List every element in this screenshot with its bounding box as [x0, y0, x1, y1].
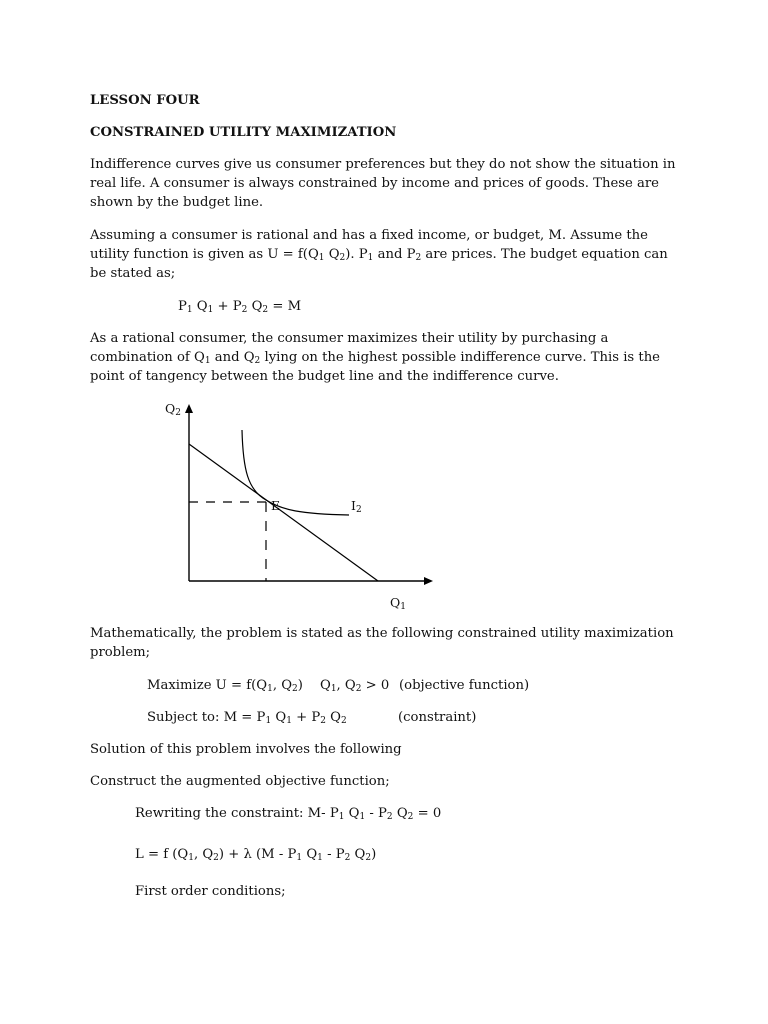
tangency-point-label: E — [271, 498, 281, 513]
objective-function-line: Maximize $U = f(Q_1$, $Q_2$) $Q_1$, $Q_2 > 0$ (objective function) — [147, 678, 530, 694]
indifference-curve-label: $I_2$ — [351, 498, 362, 515]
y-axis-label: $Q_2$ — [165, 401, 181, 418]
y-axis-arrow — [185, 404, 193, 413]
constraint-line: Subject to: $M = P_1$ $Q_1 + P_2$ $Q_2$ (constraint) — [147, 710, 477, 726]
objective-note: (objective function) — [399, 678, 530, 693]
constraint-note: (constraint) — [398, 710, 477, 725]
section-title: CONSTRAINED UTILITY MAXIMIZATION — [90, 125, 397, 140]
x-axis-label: $Q_1$ — [390, 595, 406, 612]
augmented-function-intro: Construct the augmented objective function; — [90, 774, 390, 789]
x-axis-arrow — [424, 577, 433, 585]
solution-intro: Solution of this problem involves the following — [90, 742, 402, 757]
non-negativity-condition: $Q_1$, $Q_2 > 0$ — [320, 678, 390, 694]
budget-equation: $P_1$ $Q_1 + P_2$ $Q_2 = M$ — [178, 299, 302, 315]
lesson-title: LESSON FOUR — [90, 93, 200, 108]
intro-paragraph: Indifference curves give us consumer preferences but they do not show the situation in real life. A consumer is always constrained by income and prices of goods. These are shown by the budget line. — [90, 157, 676, 210]
lagrangian-function: L = f ($Q_1$, $Q_2) + \lambda$ ($M - P_1$ $Q_1 - P_2$ $Q_2$) — [135, 847, 377, 863]
assumption-paragraph: Assuming a consumer is rational and has a fixed income, or budget, M. Assume the utility function is given as $U = f(Q_1$ $Q_2$). $P_1$ and $P_2$ are prices. The budget equation can be stated as; — [90, 228, 668, 281]
rational-consumer-paragraph: As a rational consumer, the consumer maximizes their utility by purchasing a combination of $Q_1$ and $Q_2$ lying on the highest possible indifference curve. This is the point of tangency between the budget line and the indifference curve. — [90, 331, 660, 384]
first-order-conditions-heading: First order conditions; — [135, 884, 286, 899]
rewritten-constraint: Rewriting the constraint: M- $P_1$ $Q_1 - P_2$ $Q_2 = 0$ — [135, 806, 442, 822]
problem-statement-paragraph: Mathematically, the problem is stated as the following constrained utility maximization problem; — [90, 626, 674, 660]
budget-line — [189, 444, 378, 581]
